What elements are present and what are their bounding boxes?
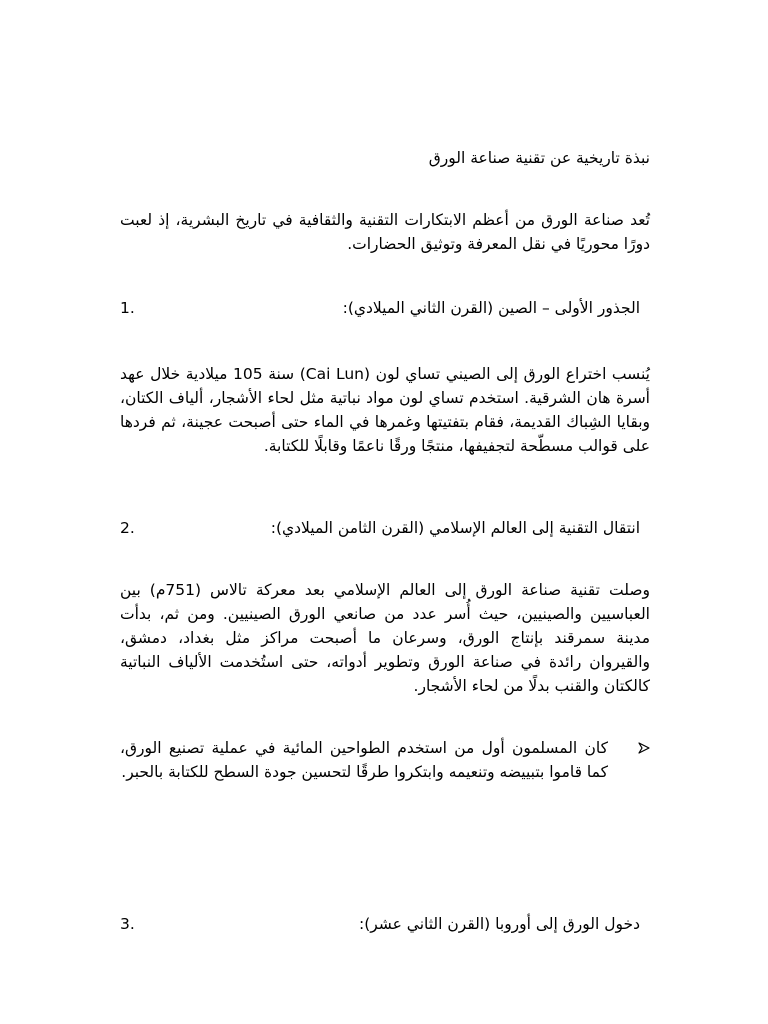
section-heading-2-text: انتقال التقنية إلى العالم الإسلامي (القرن الثامن الميلادي): bbox=[270, 519, 640, 537]
bullet-item bbox=[120, 736, 650, 784]
intro-paragraph: تُعد صناعة الورق من أعظم الابتكارات التقنية والثقافية في تاريخ البشرية، إذ لعبت دورًا محوريًا في نقل المعرفة وتوثيق الحضارات. bbox=[120, 211, 650, 253]
section-1-paragraph: يُنسب اختراع الورق إلى الصيني تساي لون (Cai Lun) سنة 105 ميلادية خلال عهد أسرة هان الشرقية. استخدم تساي لون مواد نباتية مثل لحاء الأشجار، ألياف الكتان، وبقايا الشِباك القديمة، فقام بتفتيتها وغمرها في الماء حتى أصبحت عجينة، ثم فردها على قوالب مسطّحة لتجفيفها، منتجًا ورقًا ناعمًا وقابلًا للكتابة. bbox=[120, 365, 650, 455]
section-number-1: 1. bbox=[120, 299, 135, 317]
document-title: نبذة تاريخية عن تقنية صناعة الورق bbox=[428, 149, 650, 167]
bullet-text: كان المسلمون أول من استخدم الطواحين المائية في عملية تصنيع الورق، كما قاموا بتبييضه وتنعيمه وابتكروا طرقًا لتحسين جودة السطح للكتابة بالحبر. bbox=[120, 739, 608, 781]
arrow-bullet-icon bbox=[630, 736, 650, 784]
section-number-2: 2. bbox=[120, 519, 135, 537]
section-heading-2 bbox=[120, 516, 650, 540]
section-heading-1-text: الجذور الأولى – الصين (القرن الثاني الميلادي): bbox=[342, 299, 640, 317]
section-heading-3 bbox=[120, 912, 650, 936]
section-heading-1 bbox=[120, 296, 650, 320]
section-number-3: 3. bbox=[120, 915, 135, 933]
section-heading-3-text: دخول الورق إلى أوروبا (القرن الثاني عشر): bbox=[358, 915, 640, 933]
section-2-paragraph: وصلت تقنية صناعة الورق إلى العالم الإسلامي بعد معركة تالاس (751م) بين العباسيين والصينيين، حيث أُسر عدد من صانعي الورق الصينيين. ومن ثم، بدأت مدينة سمرقند بإنتاج الورق، وسرعان ما أصبحت مراكز مثل بغداد، دمشق، والقيروان رائدة في صناعة الورق وتطوير أدواته، حتى استُخدمت الألياف النباتية كالكتان والقنب بدلًا من لحاء الأشجار. bbox=[120, 581, 650, 695]
